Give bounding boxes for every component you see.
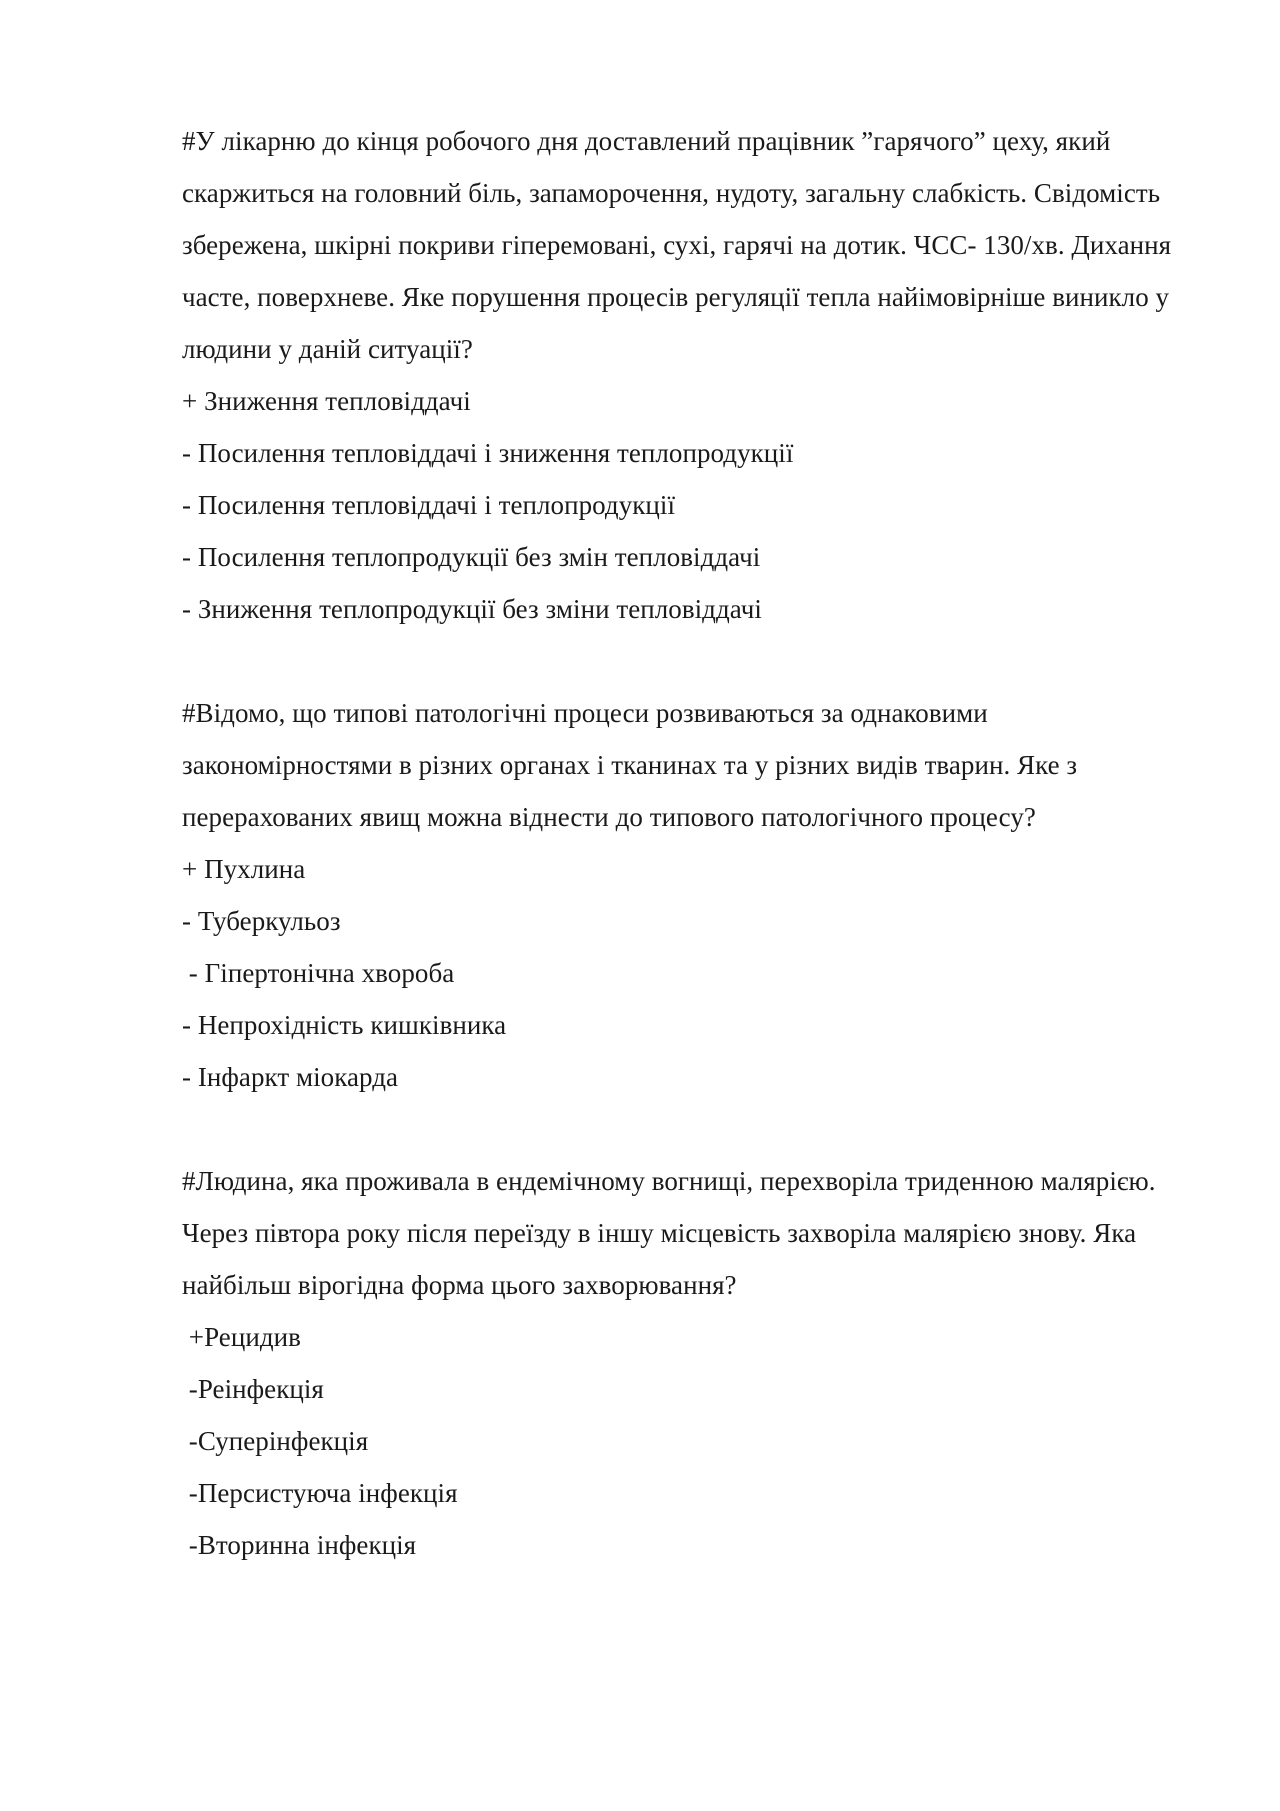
question-text: #Відомо, що типові патологічні процеси розвиваються за однаковими закономірностями в різних органах і тканинах та у різних видів тварин. Яке з перерахованих явищ можна віднести до типового патологічного процесу? — [182, 698, 1078, 832]
answer-option: + Пухлина — [182, 854, 306, 884]
question-text: #У лікарню до кінця робочого дня доставлений працівник ”гарячого” цеху, який скаржиться на головний біль, запаморочення, нудоту, загальну слабкість. Свідомість збережена, шкірні покриви гіперемовані, сухі, гарячі на дотик. ЧСС- 130/хв. Дихання часте, поверхневе. Яке порушення процесів регуляції тепла найімовірніше виникло у людини у даній ситуації? — [182, 126, 1172, 364]
question-2 — [182, 687, 1202, 1103]
question-1 — [182, 115, 1202, 635]
answer-option: -Суперінфекція — [182, 1426, 369, 1456]
answer-options — [182, 1311, 1202, 1571]
answer-option: - Посилення тепловіддачі і зниження теплопродукції — [182, 438, 794, 468]
answer-option: - Туберкульоз — [182, 906, 341, 936]
answer-option: - Інфаркт міокарда — [182, 1062, 399, 1092]
answer-option: -Персистуюча інфекція — [182, 1478, 458, 1508]
answer-option: + Зниження тепловіддачі — [182, 386, 471, 416]
question-text: #Людина, яка проживала в ендемічному вогнищі, перехворіла триденною малярією. Через півтора року після переїзду в іншу місцевість захворіла малярією знову. Яка найбільш вірогідна форма цього захворювання? — [182, 1166, 1156, 1300]
answer-option: - Непрохідність кишківника — [182, 1010, 507, 1040]
answer-options — [182, 375, 1202, 635]
answer-option: -Реінфекція — [182, 1374, 324, 1404]
answer-options — [182, 843, 1202, 1103]
answer-option: - Посилення тепловіддачі і теплопродукції — [182, 490, 676, 520]
document-body — [182, 115, 1202, 1623]
answer-option: +Рецидив — [182, 1322, 301, 1352]
answer-option: - Зниження теплопродукції без зміни тепловіддачі — [182, 594, 762, 624]
answer-option: -Вторинна інфекція — [182, 1530, 417, 1560]
question-3 — [182, 1155, 1202, 1571]
answer-option: - Посилення теплопродукції без змін тепловіддачі — [182, 542, 761, 572]
answer-option: - Гіпертонічна хвороба — [182, 958, 455, 988]
